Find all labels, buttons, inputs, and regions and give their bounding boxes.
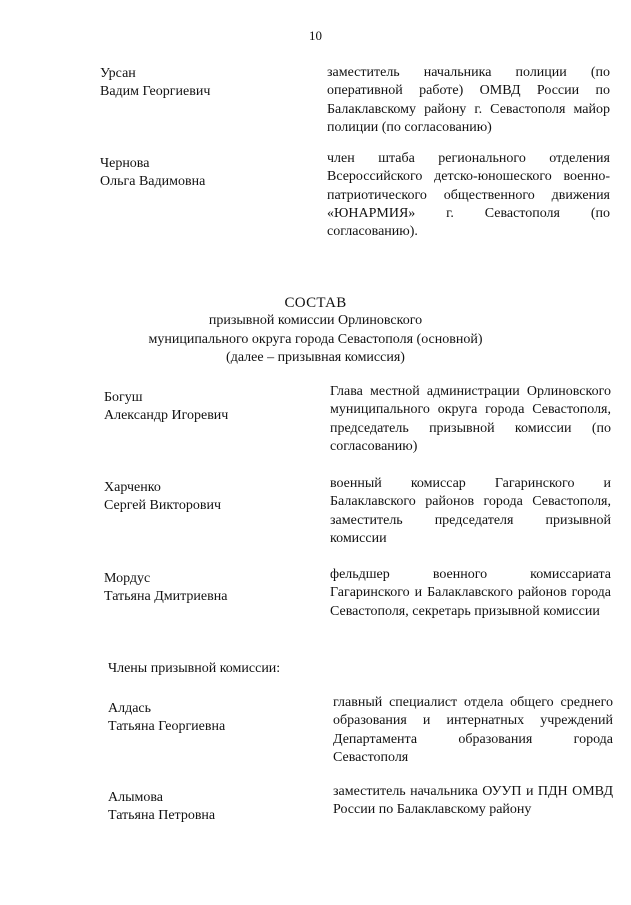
page-number: 10 [309, 28, 322, 43]
person-role: главный специалист отдела общего среднего образования и интернатных учреждений Департамента образования города Севастополя [333, 695, 613, 765]
person-given-names: Александр Игоревич [104, 408, 229, 423]
person-name [104, 479, 314, 515]
heading-line: муниципального округа города Севастополя (основной) [148, 331, 483, 347]
person-role: фельдшер военного комиссариата Гагаринского и Балаклавского районов города Севастополя, секретарь призывной комиссии [330, 567, 611, 619]
person-surname: Урсан [100, 66, 136, 81]
person-name [100, 65, 310, 101]
person-name [104, 389, 314, 425]
person-role: военный комиссар Гагаринского и Балаклавского районов города Севастополя, заместитель председателя призывной комиссии [330, 476, 611, 546]
person-surname: Чернова [100, 156, 150, 171]
person-surname: Алымова [108, 790, 164, 805]
person-surname: Богуш [104, 390, 143, 405]
heading-line: (далее – призывная комиссия) [226, 349, 405, 365]
heading-title: СОСТАВ [284, 295, 347, 311]
person-role: Глава местной администрации Орлиновского муниципального округа города Севастополя, председатель призывной комиссии (по согласованию) [330, 384, 611, 454]
heading-line: призывной комиссии Орлиновского [208, 313, 423, 329]
commission-heading [0, 294, 631, 367]
person-role: заместитель начальника полиции (по оперативной работе) ОМВД России по Балаклавскому району г. Севастополя майор полиции (по согласованию) [327, 65, 610, 135]
person-name [108, 700, 318, 736]
person-role: заместитель начальника ОУУП и ПДН ОМВД России по Балаклавскому району [333, 784, 613, 818]
person-given-names: Ольга Вадимовна [100, 174, 206, 189]
person-name [108, 789, 318, 825]
person-surname: Алдась [108, 701, 152, 716]
person-given-names: Татьяна Георгиевна [108, 719, 226, 734]
person-given-names: Вадим Георгиевич [100, 84, 211, 99]
person-name [100, 155, 310, 191]
person-name [104, 570, 314, 606]
person-given-names: Сергей Викторович [104, 498, 222, 513]
members-label: Члены призывной комиссии: [108, 661, 281, 676]
person-surname: Мордус [104, 571, 151, 586]
person-given-names: Татьяна Петровна [108, 808, 216, 823]
person-surname: Харченко [104, 480, 161, 495]
person-role: член штаба регионального отделения Всероссийского детско-юношеского военно-патриотического общественного движения «ЮНАРМИЯ» г. Севастополя (по согласованию). [327, 151, 610, 240]
person-given-names: Татьяна Дмитриевна [104, 589, 228, 604]
